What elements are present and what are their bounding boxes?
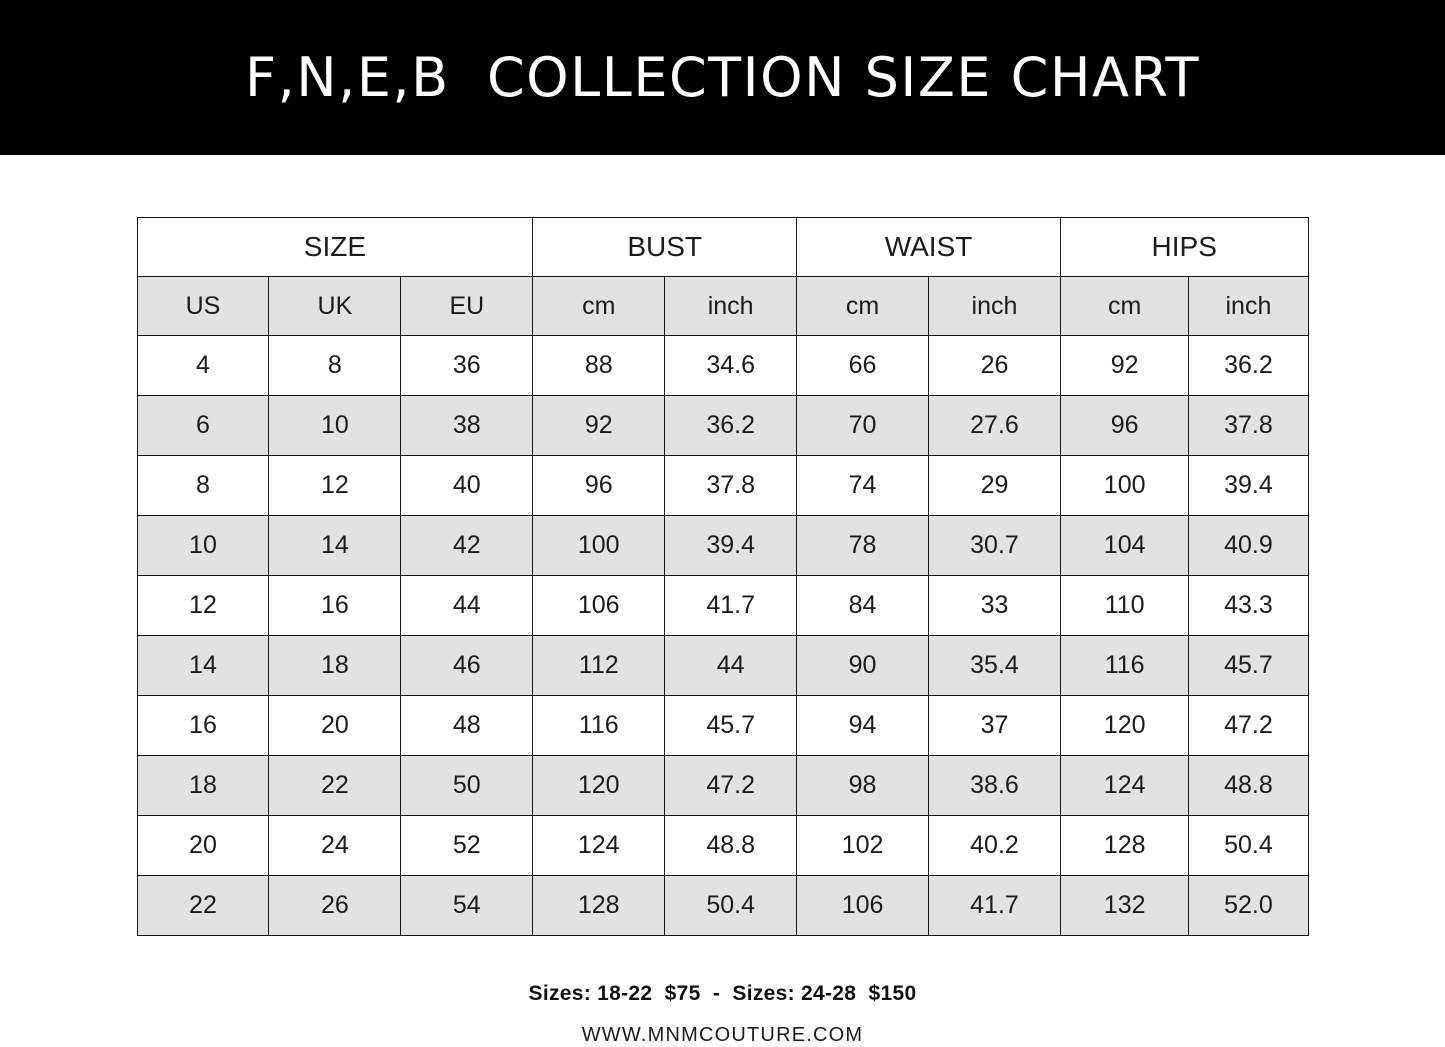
table-row bbox=[137, 516, 1308, 576]
cell-waist-cm: 78 bbox=[797, 516, 929, 576]
unit-header-waist-cm: cm bbox=[797, 277, 929, 336]
cell-waist-inch: 26 bbox=[929, 336, 1061, 396]
cell-eu: 54 bbox=[401, 876, 533, 936]
cell-waist-inch: 37 bbox=[929, 696, 1061, 756]
cell-bust-cm: 100 bbox=[533, 516, 665, 576]
cell-waist-inch: 29 bbox=[929, 456, 1061, 516]
cell-us: 4 bbox=[137, 336, 269, 396]
cell-waist-inch: 33 bbox=[929, 576, 1061, 636]
table-row bbox=[137, 876, 1308, 936]
cell-us: 18 bbox=[137, 756, 269, 816]
header-banner bbox=[0, 0, 1445, 155]
cell-bust-cm: 112 bbox=[533, 636, 665, 696]
size-chart-table-container bbox=[137, 217, 1309, 936]
cell-hips-cm: 96 bbox=[1060, 396, 1188, 456]
cell-uk: 26 bbox=[269, 876, 401, 936]
group-header-size: SIZE bbox=[137, 218, 533, 277]
table-row bbox=[137, 456, 1308, 516]
cell-waist-cm: 106 bbox=[797, 876, 929, 936]
cell-eu: 36 bbox=[401, 336, 533, 396]
cell-bust-cm: 128 bbox=[533, 876, 665, 936]
cell-waist-cm: 66 bbox=[797, 336, 929, 396]
cell-bust-inch: 48.8 bbox=[665, 816, 797, 876]
cell-us: 22 bbox=[137, 876, 269, 936]
cell-hips-inch: 39.4 bbox=[1189, 456, 1308, 516]
website-url: WWW.MNMCOUTURE.COM bbox=[581, 1024, 864, 1046]
group-header-bust: BUST bbox=[533, 218, 797, 277]
cell-hips-inch: 43.3 bbox=[1189, 576, 1308, 636]
cell-waist-inch: 27.6 bbox=[929, 396, 1061, 456]
cell-us: 12 bbox=[137, 576, 269, 636]
cell-bust-cm: 124 bbox=[533, 816, 665, 876]
unit-header-hips-cm: cm bbox=[1060, 277, 1188, 336]
cell-hips-inch: 50.4 bbox=[1189, 816, 1308, 876]
table-row bbox=[137, 576, 1308, 636]
footer bbox=[0, 982, 1445, 1047]
cell-uk: 22 bbox=[269, 756, 401, 816]
cell-waist-cm: 74 bbox=[797, 456, 929, 516]
cell-uk: 8 bbox=[269, 336, 401, 396]
cell-hips-inch: 45.7 bbox=[1189, 636, 1308, 696]
page-title: F,N,E,B COLLECTION SIZE CHART bbox=[245, 46, 1200, 109]
cell-uk: 18 bbox=[269, 636, 401, 696]
cell-bust-cm: 116 bbox=[533, 696, 665, 756]
table-row bbox=[137, 696, 1308, 756]
cell-bust-inch: 34.6 bbox=[665, 336, 797, 396]
cell-us: 8 bbox=[137, 456, 269, 516]
cell-waist-inch: 30.7 bbox=[929, 516, 1061, 576]
cell-waist-inch: 38.6 bbox=[929, 756, 1061, 816]
cell-eu: 48 bbox=[401, 696, 533, 756]
unit-header-uk: UK bbox=[269, 277, 401, 336]
table-row bbox=[137, 336, 1308, 396]
pricing-note: Sizes: 18-22 $75 - Sizes: 24-28 $150 bbox=[528, 982, 917, 1005]
cell-bust-inch: 47.2 bbox=[665, 756, 797, 816]
group-header-waist: WAIST bbox=[797, 218, 1061, 277]
cell-hips-inch: 40.9 bbox=[1189, 516, 1308, 576]
cell-hips-inch: 37.8 bbox=[1189, 396, 1308, 456]
cell-uk: 24 bbox=[269, 816, 401, 876]
cell-us: 16 bbox=[137, 696, 269, 756]
cell-hips-cm: 104 bbox=[1060, 516, 1188, 576]
cell-bust-inch: 39.4 bbox=[665, 516, 797, 576]
cell-bust-cm: 92 bbox=[533, 396, 665, 456]
cell-uk: 16 bbox=[269, 576, 401, 636]
cell-us: 6 bbox=[137, 396, 269, 456]
table-row bbox=[137, 636, 1308, 696]
table-row bbox=[137, 756, 1308, 816]
cell-hips-cm: 100 bbox=[1060, 456, 1188, 516]
unit-header-us: US bbox=[137, 277, 269, 336]
cell-waist-inch: 35.4 bbox=[929, 636, 1061, 696]
cell-hips-cm: 92 bbox=[1060, 336, 1188, 396]
cell-eu: 52 bbox=[401, 816, 533, 876]
cell-bust-inch: 44 bbox=[665, 636, 797, 696]
cell-eu: 46 bbox=[401, 636, 533, 696]
cell-uk: 14 bbox=[269, 516, 401, 576]
cell-hips-cm: 132 bbox=[1060, 876, 1188, 936]
cell-bust-cm: 120 bbox=[533, 756, 665, 816]
cell-bust-inch: 45.7 bbox=[665, 696, 797, 756]
cell-hips-cm: 124 bbox=[1060, 756, 1188, 816]
cell-waist-cm: 90 bbox=[797, 636, 929, 696]
unit-header-hips-inch: inch bbox=[1189, 277, 1308, 336]
cell-hips-inch: 36.2 bbox=[1189, 336, 1308, 396]
cell-bust-cm: 96 bbox=[533, 456, 665, 516]
cell-bust-inch: 37.8 bbox=[665, 456, 797, 516]
cell-uk: 10 bbox=[269, 396, 401, 456]
cell-bust-inch: 41.7 bbox=[665, 576, 797, 636]
cell-bust-inch: 50.4 bbox=[665, 876, 797, 936]
size-chart-table bbox=[137, 217, 1309, 936]
cell-eu: 42 bbox=[401, 516, 533, 576]
cell-us: 10 bbox=[137, 516, 269, 576]
cell-bust-cm: 88 bbox=[533, 336, 665, 396]
cell-waist-cm: 70 bbox=[797, 396, 929, 456]
cell-hips-inch: 52.0 bbox=[1189, 876, 1308, 936]
table-row bbox=[137, 816, 1308, 876]
cell-bust-cm: 106 bbox=[533, 576, 665, 636]
cell-waist-cm: 98 bbox=[797, 756, 929, 816]
cell-waist-inch: 41.7 bbox=[929, 876, 1061, 936]
cell-us: 14 bbox=[137, 636, 269, 696]
cell-hips-cm: 128 bbox=[1060, 816, 1188, 876]
cell-eu: 38 bbox=[401, 396, 533, 456]
cell-waist-cm: 102 bbox=[797, 816, 929, 876]
unit-header-waist-inch: inch bbox=[929, 277, 1061, 336]
cell-hips-cm: 110 bbox=[1060, 576, 1188, 636]
unit-header-eu: EU bbox=[401, 277, 533, 336]
table-row bbox=[137, 396, 1308, 456]
unit-header-bust-inch: inch bbox=[665, 277, 797, 336]
cell-hips-inch: 47.2 bbox=[1189, 696, 1308, 756]
cell-eu: 44 bbox=[401, 576, 533, 636]
cell-hips-cm: 120 bbox=[1060, 696, 1188, 756]
cell-us: 20 bbox=[137, 816, 269, 876]
unit-header-bust-cm: cm bbox=[533, 277, 665, 336]
cell-eu: 50 bbox=[401, 756, 533, 816]
cell-uk: 20 bbox=[269, 696, 401, 756]
cell-hips-inch: 48.8 bbox=[1189, 756, 1308, 816]
cell-hips-cm: 116 bbox=[1060, 636, 1188, 696]
table-unit-header-row bbox=[137, 277, 1308, 336]
cell-uk: 12 bbox=[269, 456, 401, 516]
table-group-header-row bbox=[137, 218, 1308, 277]
cell-eu: 40 bbox=[401, 456, 533, 516]
cell-bust-inch: 36.2 bbox=[665, 396, 797, 456]
cell-waist-cm: 84 bbox=[797, 576, 929, 636]
group-header-hips: HIPS bbox=[1060, 218, 1308, 277]
cell-waist-inch: 40.2 bbox=[929, 816, 1061, 876]
cell-waist-cm: 94 bbox=[797, 696, 929, 756]
